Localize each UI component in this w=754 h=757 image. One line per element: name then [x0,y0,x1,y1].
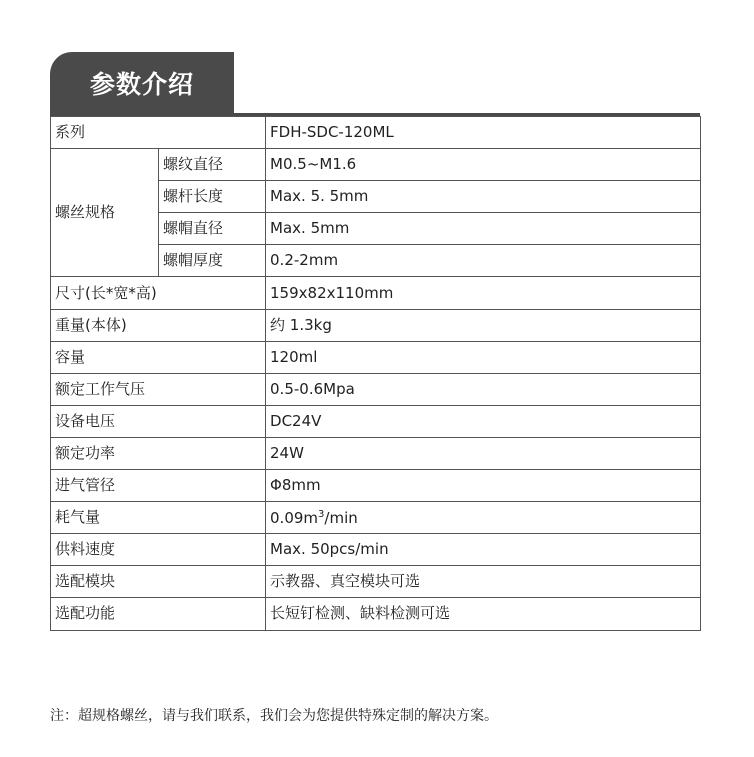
row-value: 159x82x110mm [266,277,701,309]
row-label: 尺寸(长*宽*高) [51,277,266,309]
air-unit-base: m [303,508,319,527]
row-value: 24W [266,437,701,469]
row-value: Max. 50pcs/min [266,534,701,566]
row-label: 额定功率 [51,437,266,469]
table-row [51,598,701,630]
row-label: 系列 [51,117,266,149]
sub-label: 螺帽厚度 [159,245,266,277]
row-label: 耗气量 [51,502,266,534]
row-value: 长短钉检测、缺料检测可选 [266,598,701,630]
row-label: 供料速度 [51,534,266,566]
table-row [51,566,701,598]
row-label: 选配模块 [51,566,266,598]
table-row [51,277,701,309]
table-row [51,373,701,405]
footer-note: 注：超规格螺丝，请与我们联系，我们会为您提供特殊定制的解决方案。 [50,708,498,724]
table-row [51,117,701,149]
table-row [51,502,701,534]
row-value [266,502,701,534]
row-label: 重量(本体) [51,309,266,341]
table-row [51,149,701,181]
row-value: 0.2-2mm [266,245,701,277]
section-title: 参数介绍 [89,70,194,99]
row-label: 设备电压 [51,405,266,437]
section-title-tab [50,52,234,114]
air-value: 0.09 [270,508,304,527]
row-value: M0.5~M1.6 [266,149,701,181]
table-row [51,437,701,469]
sub-label: 螺帽直径 [159,213,266,245]
sub-label: 螺杆长度 [159,181,266,213]
row-value: Φ8mm [266,470,701,502]
row-label: 选配功能 [51,598,266,630]
table-row [51,534,701,566]
row-value: 120ml [266,341,701,373]
table-row [51,470,701,502]
row-value: 0.5-0.6Mpa [266,373,701,405]
air-unit-sup: 3 [318,508,325,520]
row-label: 进气管径 [51,470,266,502]
row-value: FDH-SDC-120ML [266,117,701,149]
row-label: 容量 [51,341,266,373]
row-value: 约 1.3kg [266,309,701,341]
row-value: Max. 5. 5mm [266,181,701,213]
table-row [51,309,701,341]
row-value: 示教器、真空模块可选 [266,566,701,598]
spec-table [50,116,701,631]
sub-label: 螺纹直径 [159,149,266,181]
air-unit-rest: /min [324,508,358,527]
row-label: 额定工作气压 [51,373,266,405]
row-value: Max. 5mm [266,213,701,245]
table-row [51,405,701,437]
row-value: DC24V [266,405,701,437]
table-row [51,341,701,373]
group-label: 螺丝规格 [51,149,159,277]
